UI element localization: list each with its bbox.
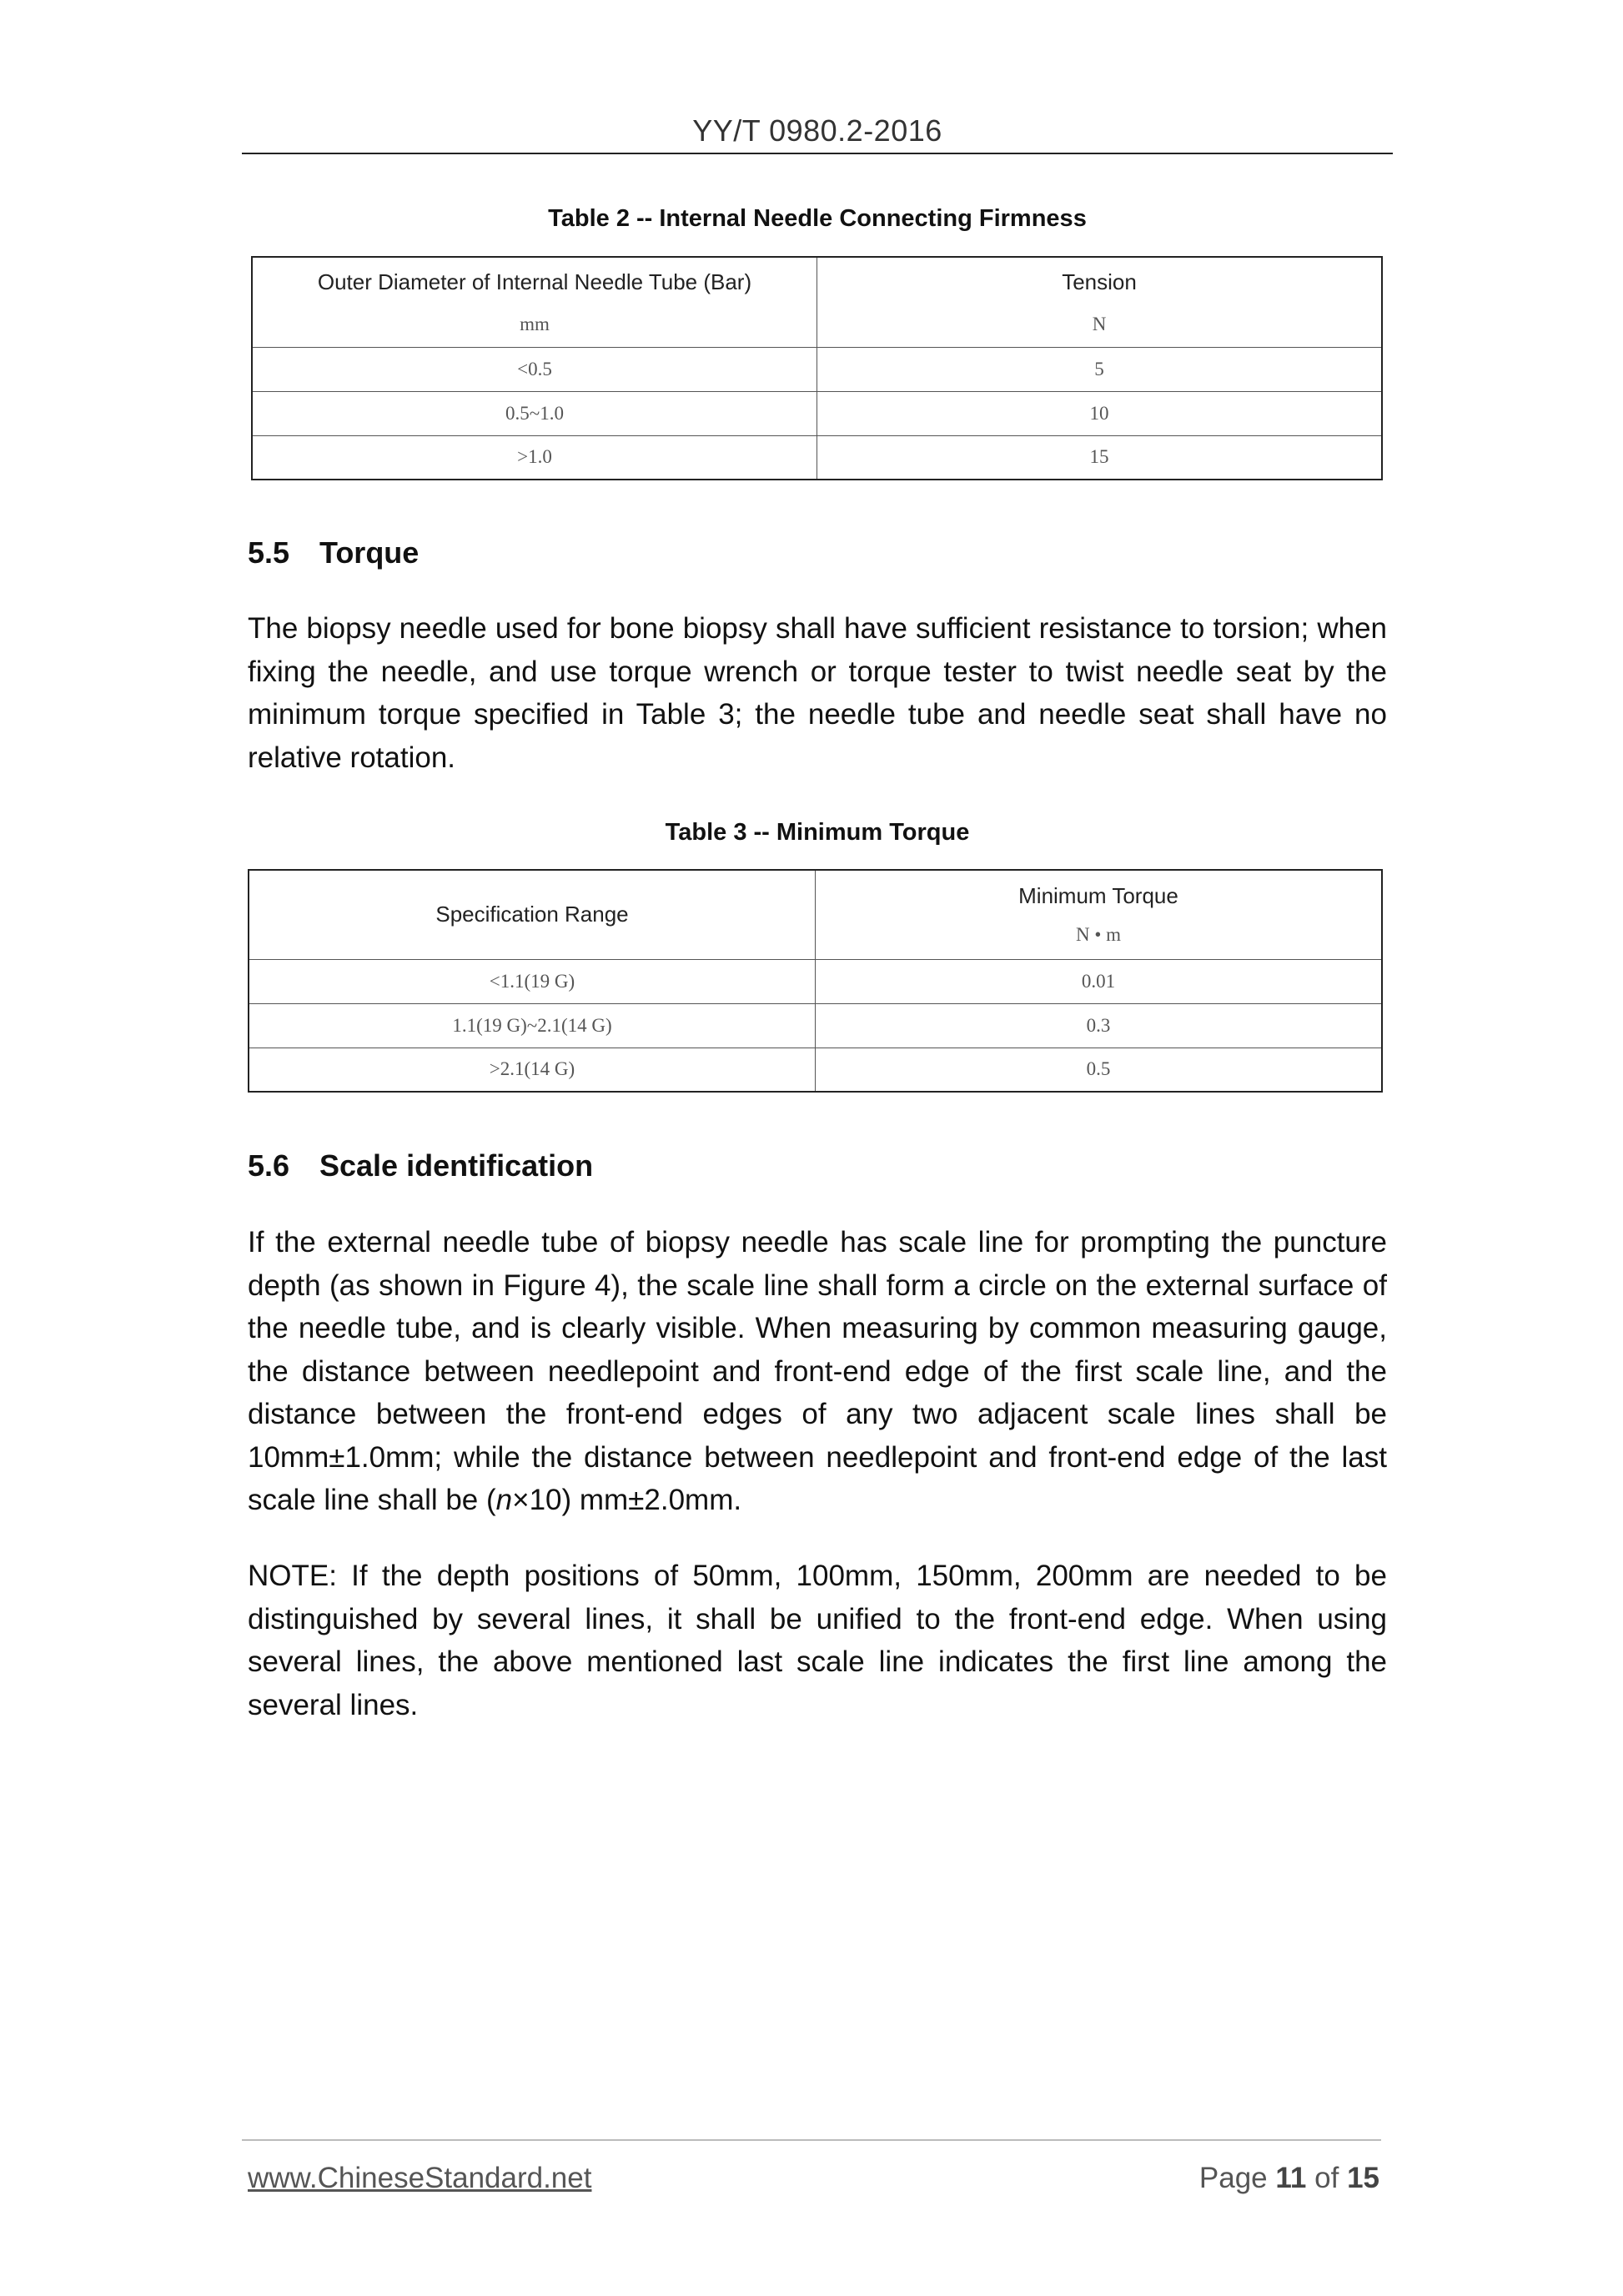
table2-col1-header: [252, 257, 817, 347]
table3-value-cell: 0.5: [816, 1048, 1383, 1092]
table2-col1-title: Outer Diameter of Internal Needle Tube (Bar): [317, 269, 752, 294]
section-5-6-body: [248, 1221, 1387, 1522]
table3: [248, 869, 1383, 1093]
table2-header-row: [252, 257, 1382, 347]
table3-header-row: [249, 870, 1382, 959]
page-current: 11: [1275, 2162, 1307, 2194]
table2-range-cell: >1.0: [252, 435, 817, 480]
table-row: [249, 1003, 1382, 1048]
table3-caption: Table 3 -- Minimum Torque: [665, 819, 970, 846]
section-5-6-body-part2: ×10) mm±2.0mm.: [512, 1484, 742, 1516]
section-5-6-title: Scale identification: [319, 1148, 594, 1183]
table3-col2-unit: N • m: [1075, 924, 1122, 946]
footer-rule: [242, 2139, 1381, 2141]
section-5-5-number: 5.5: [248, 535, 290, 570]
section-5-6-heading: [248, 1148, 593, 1183]
section-5-6-body-variable: n: [495, 1484, 513, 1516]
section-5-6-note: NOTE: If the depth positions of 50mm, 100mm, 150mm, 200mm are needed to be distinguished by several lines, it shall be unified to the front-end edge. When using several lines, the above mentioned last scale line indicates the first line among the several lines.: [248, 1560, 1387, 1721]
table2: [251, 256, 1383, 480]
header-rule: [242, 153, 1393, 154]
page-of: of: [1314, 2162, 1339, 2194]
table3-col1-header: [249, 870, 816, 959]
table2-col1-unit: mm: [520, 313, 550, 334]
table2-range-cell: 0.5~1.0: [252, 391, 817, 435]
table-row: [249, 1048, 1382, 1092]
table3-value-cell: 0.3: [816, 1003, 1383, 1048]
table-row: [252, 347, 1382, 391]
section-5-6-body-part1: If the external needle tube of biopsy needle has scale line for prompting the puncture depth (as shown in Figure 4), the scale line shall form a circle on the external surface of the needle tube, and is clearly visible. When measuring by common measuring gauge, the distance between needlepoint and front-end edge of the first scale line, and the distance between the front-end edges of any two adjacent scale lines shall be 10mm±1.0mm; while the distance between needlepoint and front-end edge of the last scale line shall be (: [248, 1226, 1387, 1516]
table3-col2-title: Minimum Torque: [1018, 883, 1178, 909]
table2-value-cell: 5: [817, 347, 1383, 391]
section-5-5-body: The biopsy needle used for bone biopsy shall have sufficient resistance to torsion; when fixing the needle, and use torque wrench or torque tester to twist needle seat by the minimum torque specified in Table 3; the needle tube and needle seat shall have no relative rotation.: [248, 612, 1387, 774]
standard-number-header: YY/T 0980.2-2016: [692, 113, 942, 148]
page-indicator: [1199, 2162, 1379, 2195]
table3-range-cell: 1.1(19 G)~2.1(14 G): [249, 1003, 816, 1048]
table2-col2-title: Tension: [1062, 269, 1137, 294]
section-5-5-heading: [248, 535, 419, 570]
table2-range-cell: <0.5: [252, 347, 817, 391]
table-row: [252, 435, 1382, 480]
table3-col2-header: [816, 870, 1383, 959]
table3-range-cell: >2.1(14 G): [249, 1048, 816, 1092]
table2-value-cell: 15: [817, 435, 1383, 480]
page-prefix: Page: [1198, 2162, 1268, 2194]
website-link[interactable]: www.ChineseStandard.net: [248, 2162, 592, 2194]
section-5-5-title: Torque: [319, 535, 420, 570]
table2-col2-unit: N: [1092, 313, 1107, 334]
section-5-6-number: 5.6: [248, 1148, 290, 1183]
table2-col2-header: [817, 257, 1383, 347]
table2-caption: Table 2 -- Internal Needle Connecting Firmness: [548, 205, 1087, 232]
page-total: 15: [1347, 2162, 1379, 2194]
table-row: [252, 391, 1382, 435]
table3-range-cell: <1.1(19 G): [249, 959, 816, 1003]
table3-col1-title: Specification Range: [435, 902, 629, 927]
table2-value-cell: 10: [817, 391, 1383, 435]
table3-value-cell: 0.01: [816, 959, 1383, 1003]
table-row: [249, 959, 1382, 1003]
